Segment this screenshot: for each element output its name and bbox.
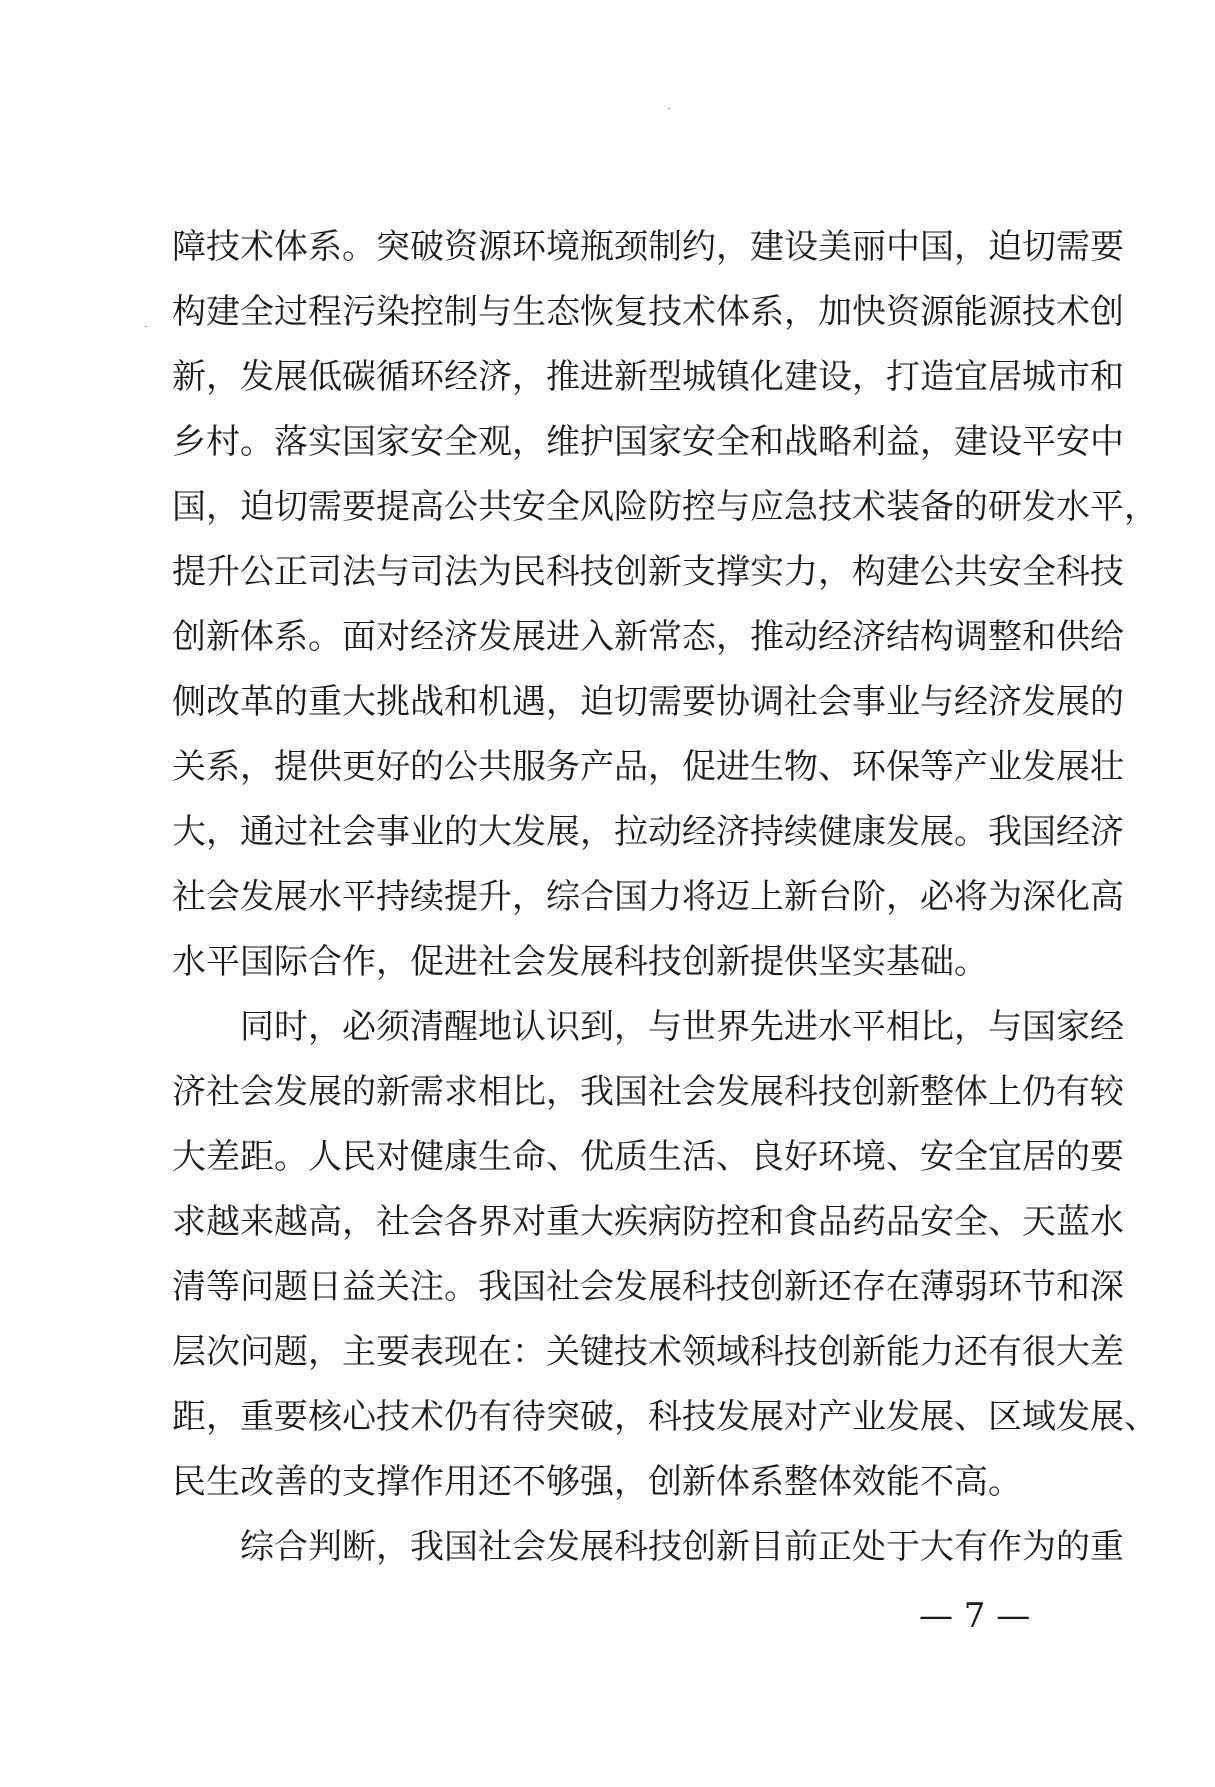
text-line: 乡村。落实国家安全观，维护国家安全和战略利益，建设平安中 [172, 422, 1124, 462]
text-line: 水平国际合作，促进社会发展科技创新提供坚实基础。 [172, 942, 988, 982]
text-line: 新，发展低碳循环经济，推进新型城镇化建设，打造宜居城市和 [172, 357, 1124, 397]
scan-artifact [668, 108, 670, 109]
text-line: 济社会发展的新需求相比，我国社会发展科技创新整体上仍有较 [172, 1072, 1124, 1112]
page-number: — 7 — [919, 1596, 1031, 1636]
text-line: 创新体系。面对经济发展进入新常态，推动经济结构调整和供给 [172, 617, 1124, 657]
scan-artifact [145, 326, 147, 327]
text-line: 构建全过程污染控制与生态恢复技术体系，加快资源能源技术创 [172, 292, 1124, 332]
text-line: 关系，提供更好的公共服务产品，促进生物、环保等产业发展壮 [172, 747, 1124, 787]
text-line: 提升公正司法与司法为民科技创新支撑实力，构建公共安全科技 [172, 552, 1124, 592]
text-line: 大，通过社会事业的大发展，拉动经济持续健康发展。我国经济 [172, 812, 1124, 852]
text-line: 侧改革的重大挑战和机遇，迫切需要协调社会事业与经济发展的 [172, 682, 1124, 722]
body-text [172, 215, 1158, 1580]
text-line: 大差距。人民对健康生命、优质生活、良好环境、安全宜居的要 [172, 1137, 1124, 1177]
text-line: 社会发展水平持续提升，综合国力将迈上新台阶，必将为深化高 [172, 877, 1124, 917]
text-line: 民生改善的支撑作用还不够强，创新体系整体效能不高。 [172, 1462, 1022, 1502]
text-line: 国，迫切需要提高公共安全风险防控与应急技术装备的研发水平， [172, 487, 1158, 527]
text-line: 求越来越高，社会各界对重大疾病防控和食品药品安全、天蓝水 [172, 1202, 1124, 1242]
text-line: 同时，必须清醒地认识到，与世界先进水平相比，与国家经 [240, 1007, 1124, 1047]
text-line: 层次问题，主要表现在：关键技术领域科技创新能力还有很大差 [172, 1332, 1124, 1372]
text-line: 清等问题日益关注。我国社会发展科技创新还存在薄弱环节和深 [172, 1267, 1124, 1307]
text-line: 综合判断，我国社会发展科技创新目前正处于大有作为的重 [240, 1527, 1124, 1567]
text-line: 距，重要核心技术仍有待突破，科技发展对产业发展、区域发展、 [172, 1397, 1158, 1437]
text-line: 障技术体系。突破资源环境瓶颈制约，建设美丽中国，迫切需要 [172, 227, 1124, 267]
